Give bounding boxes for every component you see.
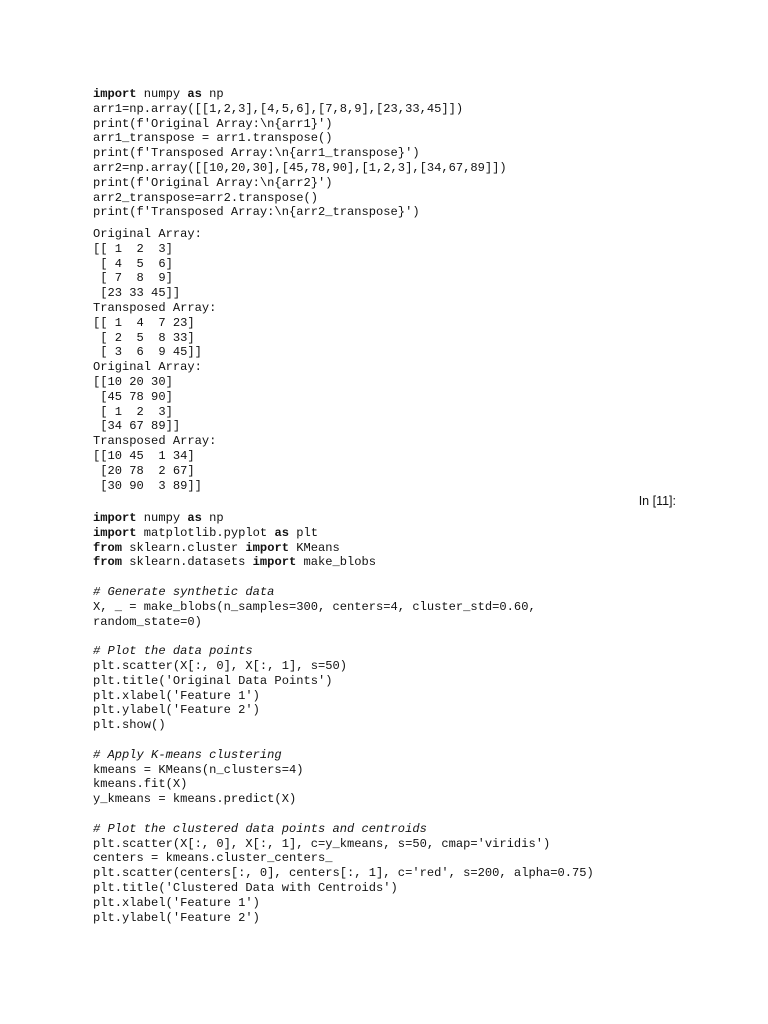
code-line <box>93 131 733 146</box>
code-text: print(f'Transposed Array:\n{arr1_transpose}') <box>93 146 420 161</box>
code-line <box>93 541 733 556</box>
code-line <box>93 117 733 132</box>
code-line <box>93 205 733 220</box>
code-line <box>93 851 733 866</box>
code-text: centers = kmeans.cluster_centers_ <box>93 851 333 866</box>
code-line <box>93 837 733 852</box>
code-line <box>93 718 733 733</box>
code-keyword: import <box>93 525 137 540</box>
code-text: plt.show() <box>93 718 166 733</box>
code-line <box>93 896 733 911</box>
code-text: plt <box>288 525 318 540</box>
code-line <box>93 191 733 206</box>
code-text: sklearn.datasets <box>122 555 253 570</box>
code-line <box>93 570 733 585</box>
code-text: plt.scatter(X[:, 0], X[:, 1], c=y_kmeans, s=50, cmap='viridis') <box>93 836 551 851</box>
code-text: print(f'Original Array:\n{arr2}') <box>93 175 333 190</box>
code-line <box>93 526 733 541</box>
code-text: plt.xlabel('Feature 1') <box>93 688 260 703</box>
code-keyword: as <box>274 525 289 540</box>
code-keyword: as <box>187 87 202 101</box>
output-line: [[10 45 1 34] <box>93 448 195 463</box>
output-line: [23 33 45]] <box>93 286 181 301</box>
code-text: plt.title('Original Data Points') <box>93 673 333 688</box>
output-line: [ 4 5 6] <box>93 256 173 271</box>
cell2-code[interactable] <box>93 511 733 925</box>
code-text: np <box>201 87 224 101</box>
output-line: [ 3 6 9 45]] <box>93 345 202 360</box>
code-text: plt.ylabel('Feature 2') <box>93 703 260 718</box>
output-line: [ 2 5 8 33] <box>93 330 195 345</box>
code-keyword: as <box>187 511 202 525</box>
code-line <box>93 703 733 718</box>
code-comment: # Plot the data points <box>93 644 253 659</box>
code-comment: # Generate synthetic data <box>93 584 275 599</box>
code-line <box>93 733 733 748</box>
code-line <box>93 600 733 615</box>
output-line: [ 7 8 9] <box>93 271 173 286</box>
code-text: numpy <box>136 511 188 525</box>
output-line: Original Array: <box>93 360 202 375</box>
output-line: [20 78 2 67] <box>93 463 195 478</box>
code-keyword: from <box>93 555 123 570</box>
code-text: plt.title('Clustered Data with Centroids') <box>93 880 398 895</box>
output-line: [45 78 90] <box>93 389 173 404</box>
code-keyword: import <box>93 511 137 525</box>
code-line <box>93 866 733 881</box>
code-text: random_state=0) <box>93 614 202 629</box>
code-text: kmeans = KMeans(n_clusters=4) <box>93 762 304 777</box>
code-line <box>93 881 733 896</box>
code-line <box>93 822 733 837</box>
code-line <box>93 511 733 526</box>
code-text: arr2=np.array([[10,20,30],[45,78,90],[1,2,3],[34,67,89]]) <box>93 160 507 175</box>
code-line <box>93 87 733 102</box>
code-text: plt.scatter(X[:, 0], X[:, 1], s=50) <box>93 658 348 673</box>
code-text: X, _ = make_blobs(n_samples=300, centers=4, cluster_std=0.60, <box>93 599 536 614</box>
code-line <box>93 146 733 161</box>
code-line <box>93 161 733 176</box>
code-line <box>93 102 733 117</box>
code-text: plt.scatter(centers[:, 0], centers[:, 1], c='red', s=200, alpha=0.75) <box>93 866 594 881</box>
code-text: plt.xlabel('Feature 1') <box>93 895 260 910</box>
output-line: Original Array: <box>93 227 202 241</box>
code-line <box>93 585 733 600</box>
code-text: print(f'Transposed Array:\n{arr2_transpose}') <box>93 205 420 220</box>
code-comment: # Apply K-means clustering <box>93 747 282 762</box>
code-line <box>93 748 733 763</box>
output-line: [[10 20 30] <box>93 374 173 389</box>
output-line: [34 67 89]] <box>93 419 181 434</box>
output-line: [[ 1 2 3] <box>93 241 173 256</box>
code-keyword: import <box>245 540 289 555</box>
cell1-code[interactable] <box>93 87 733 220</box>
code-line <box>93 807 733 822</box>
code-line <box>93 176 733 191</box>
code-text: sklearn.cluster <box>122 540 246 555</box>
code-line <box>93 792 733 807</box>
code-text: arr1_transpose = arr1.transpose() <box>93 131 333 146</box>
output-line: Transposed Array: <box>93 434 217 449</box>
code-keyword: import <box>93 87 137 101</box>
code-keyword: import <box>252 555 297 570</box>
code-line <box>93 763 733 778</box>
code-keyword: from <box>93 540 123 555</box>
code-text: matplotlib.pyplot <box>136 525 275 540</box>
code-text: make_blobs <box>296 555 377 570</box>
code-text: np <box>201 511 224 525</box>
code-line <box>93 644 733 659</box>
code-text: y_kmeans = kmeans.predict(X) <box>93 792 297 807</box>
code-line <box>93 911 733 926</box>
cell1-output <box>93 227 733 493</box>
code-text: print(f'Original Array:\n{arr1}') <box>93 116 333 131</box>
code-text: KMeans <box>288 540 340 555</box>
code-line <box>93 689 733 704</box>
output-line: [[ 1 4 7 23] <box>93 315 195 330</box>
code-text: arr1=np.array([[1,2,3],[4,5,6],[7,8,9],[23,33,45]]) <box>93 101 464 116</box>
code-line <box>93 555 733 570</box>
code-line <box>93 777 733 792</box>
code-line <box>93 615 733 630</box>
code-text: arr2_transpose=arr2.transpose() <box>93 190 318 205</box>
code-text: kmeans.fit(X) <box>93 777 188 792</box>
code-comment: # Plot the clustered data points and centroids <box>93 821 427 836</box>
code-line <box>93 674 733 689</box>
code-text: numpy <box>136 87 188 101</box>
code-line <box>93 629 733 644</box>
cell2-prompt: In [11]: <box>638 494 676 508</box>
output-line: Transposed Array: <box>93 300 217 315</box>
output-line: [30 90 3 89]] <box>93 478 202 493</box>
code-line <box>93 659 733 674</box>
output-line: [ 1 2 3] <box>93 404 173 419</box>
code-text: plt.ylabel('Feature 2') <box>93 910 260 925</box>
